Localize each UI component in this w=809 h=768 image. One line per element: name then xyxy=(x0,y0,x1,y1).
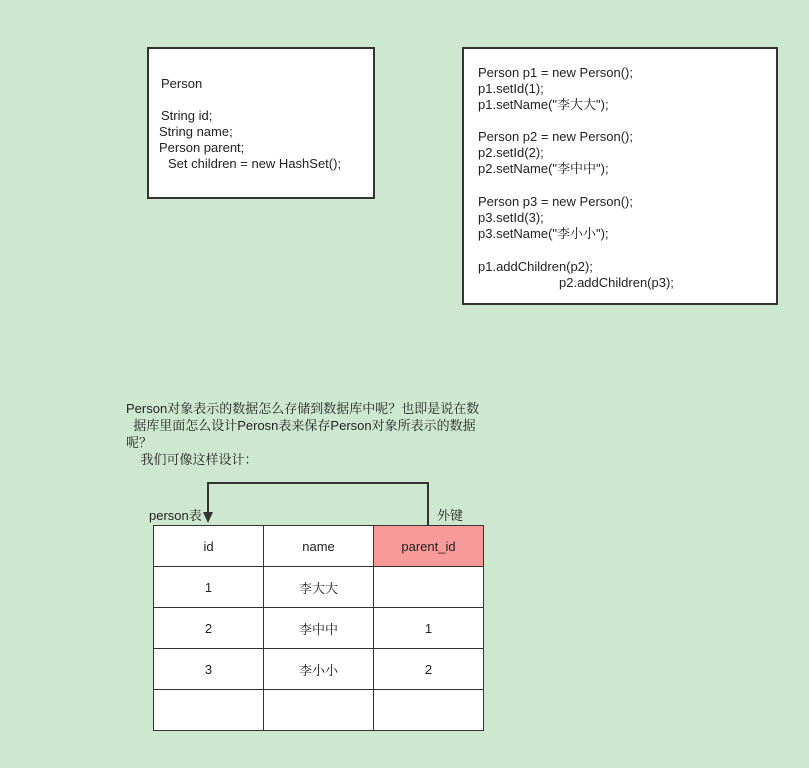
cell-parent-id: 2 xyxy=(374,649,484,690)
cell-id: 1 xyxy=(154,567,264,608)
cell-name: 李大大 xyxy=(264,567,374,608)
column-header-id: id xyxy=(154,526,264,567)
cell-name: 李中中 xyxy=(264,608,374,649)
table-header-row xyxy=(154,526,484,567)
person-table xyxy=(153,525,484,731)
arrow-line xyxy=(208,483,428,525)
table-row xyxy=(154,608,484,649)
question-line: 我们可像这样设计： xyxy=(126,452,258,467)
code-line: Person p1 = new Person(); xyxy=(478,65,633,80)
arrow-head xyxy=(203,512,213,523)
cell-parent-id xyxy=(374,690,484,731)
column-header-name: name xyxy=(264,526,374,567)
question-line: Person对象表示的数据怎么存储到数据库中呢？也即是说在数 xyxy=(126,401,480,416)
cell-name: 李小小 xyxy=(264,649,374,690)
code-line: p2.setId(2); xyxy=(478,145,544,160)
table-row xyxy=(154,690,484,731)
cell-parent-id: 1 xyxy=(374,608,484,649)
field-name: String name; xyxy=(159,124,233,139)
code-line: p1.addChildren(p2); xyxy=(478,259,593,274)
cell-id: 2 xyxy=(154,608,264,649)
question-line: 据库里面怎么设计Perosn表来保存Person对象所表示的数据 xyxy=(126,418,476,433)
field-id: String id; xyxy=(161,108,213,123)
question-line: 呢？ xyxy=(126,435,153,450)
field-parent: Person parent; xyxy=(159,140,245,155)
column-header-parent-id: parent_id xyxy=(374,526,484,567)
foreign-key-label: 外键 xyxy=(437,508,464,523)
cell-id xyxy=(154,690,264,731)
table-label: person表 xyxy=(149,508,202,523)
code-line: Person p2 = new Person(); xyxy=(478,129,633,144)
class-name: Person xyxy=(161,76,203,91)
code-line: p1.setId(1); xyxy=(478,81,544,96)
code-line: p1.setName("李大大"); xyxy=(478,97,609,112)
table-row xyxy=(154,649,484,690)
code-line: Person p3 = new Person(); xyxy=(478,194,633,209)
cell-id: 3 xyxy=(154,649,264,690)
code-line: p3.setName("李小小"); xyxy=(478,226,609,241)
code-line: p2.setName("李中中"); xyxy=(478,161,609,176)
code-line: p2.addChildren(p3); xyxy=(559,275,674,290)
field-children: Set children = new HashSet(); xyxy=(168,156,342,171)
cell-name xyxy=(264,690,374,731)
cell-parent-id xyxy=(374,567,484,608)
table-row xyxy=(154,567,484,608)
code-line: p3.setId(3); xyxy=(478,210,544,225)
